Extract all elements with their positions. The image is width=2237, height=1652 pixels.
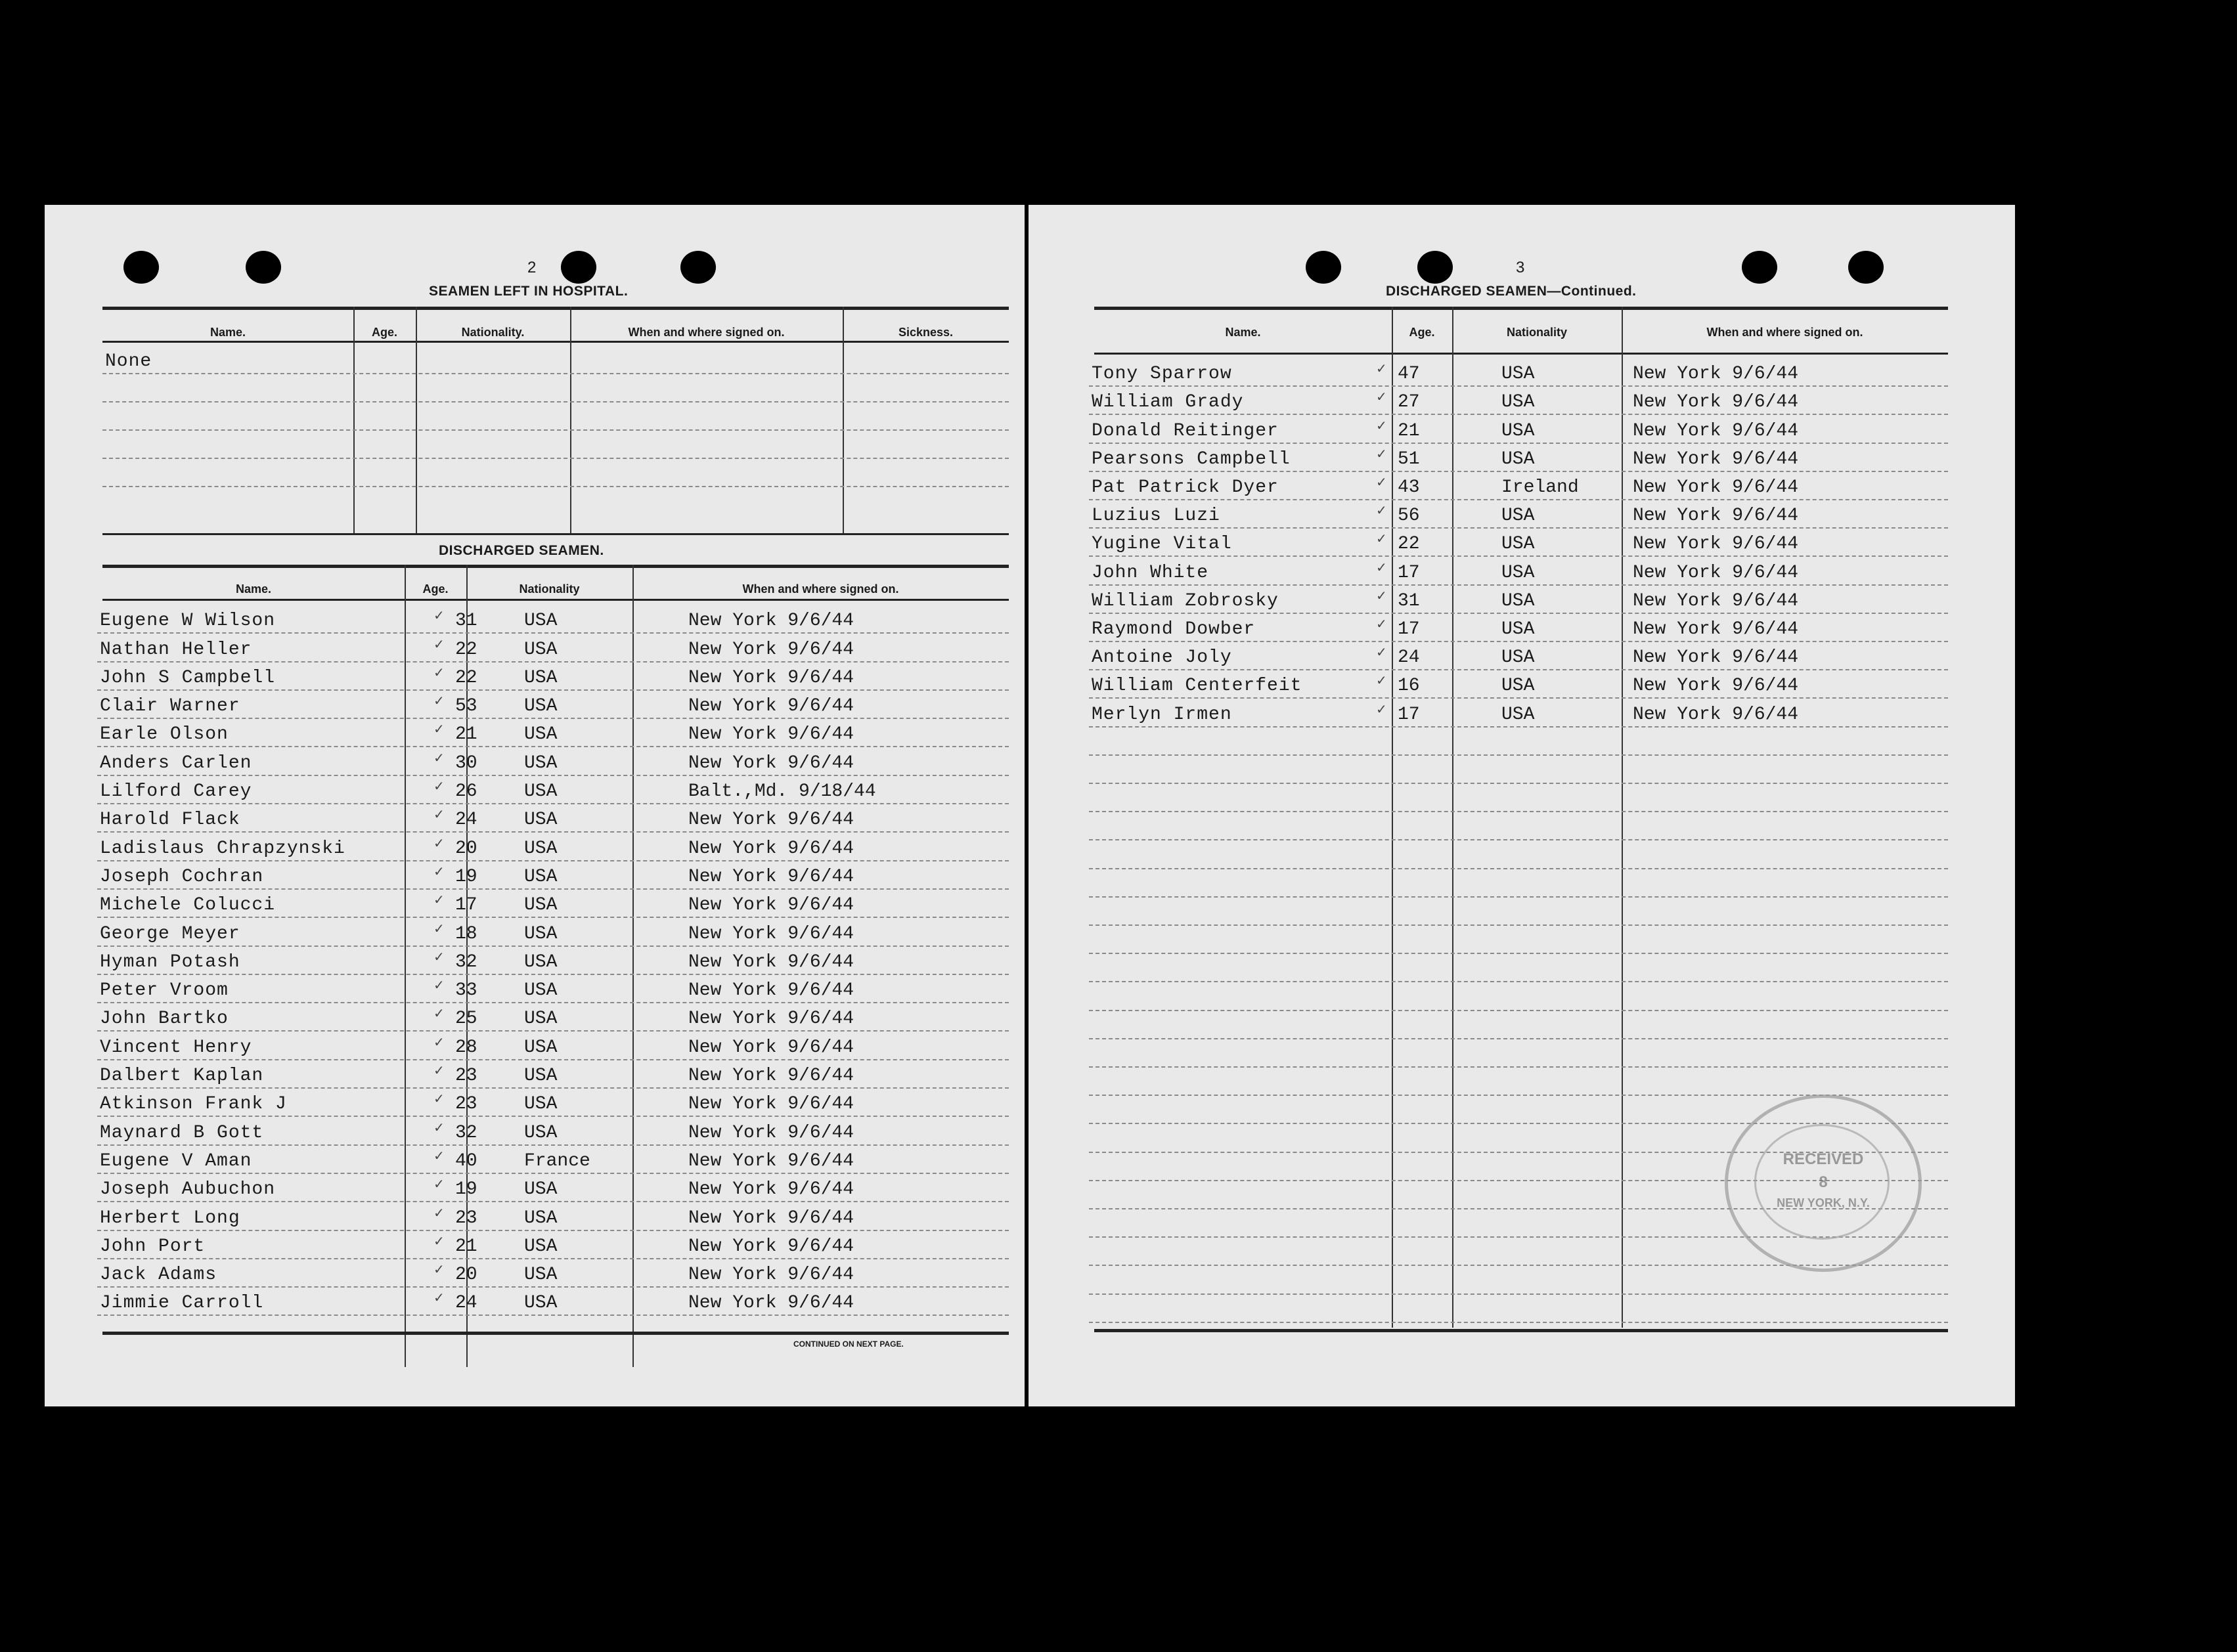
check-mark-icon: ✓	[1376, 531, 1387, 547]
check-mark-icon: ✓	[1376, 559, 1387, 575]
seaman-name: William Grady	[1092, 392, 1244, 413]
seaman-age: 21	[455, 1236, 477, 1257]
seaman-signed-on: New York 9/6/44	[688, 951, 854, 972]
seaman-name: Pearsons Campbell	[1092, 448, 1291, 469]
discharged-continued-title: DISCHARGED SEAMEN—Continued.	[1386, 284, 1637, 299]
table-row	[97, 860, 1009, 890]
column-header: Nationality	[519, 582, 580, 596]
received-stamp: RECEIVED 8 NEW YORK, N.Y.	[1725, 1095, 1922, 1272]
seaman-nationality: USA	[524, 866, 558, 887]
seaman-signed-on: New York 9/6/44	[1633, 704, 1799, 725]
table-row	[1089, 414, 1948, 443]
seaman-nationality: USA	[1501, 619, 1535, 640]
column-header: Age.	[371, 326, 397, 339]
column-header: Name.	[1225, 326, 1261, 339]
seaman-signed-on: New York 9/6/44	[1633, 448, 1799, 469]
table-row	[97, 1230, 1009, 1259]
seaman-age: 40	[455, 1150, 477, 1171]
seaman-signed-on: New York 9/6/44	[688, 1037, 854, 1058]
punch-hole	[1306, 251, 1341, 284]
seaman-name: Vincent Henry	[100, 1037, 252, 1058]
left-page	[45, 205, 1025, 1406]
seaman-nationality: Ireland	[1501, 477, 1579, 498]
punch-hole	[246, 251, 281, 284]
table-row	[1089, 697, 1948, 727]
seaman-age: 17	[1398, 562, 1420, 583]
seaman-nationality: USA	[524, 838, 558, 859]
seaman-nationality: USA	[524, 1122, 558, 1143]
check-mark-icon: ✓	[433, 1062, 445, 1079]
table-row	[97, 974, 1009, 1003]
seaman-nationality: USA	[524, 724, 558, 745]
table-row	[97, 803, 1009, 833]
seaman-age: 20	[455, 1265, 477, 1286]
check-mark-icon: ✓	[433, 948, 445, 965]
check-mark-icon: ✓	[433, 749, 445, 766]
seaman-name: Peter Vroom	[100, 980, 229, 1001]
seaman-signed-on: New York 9/6/44	[688, 1236, 854, 1257]
seaman-signed-on: New York 9/6/44	[688, 923, 854, 944]
column-header: Sickness.	[898, 326, 954, 339]
seaman-name: John White	[1092, 562, 1209, 583]
seaman-name: Herbert Long	[100, 1207, 240, 1228]
check-mark-icon: ✓	[433, 1005, 445, 1022]
seaman-nationality: USA	[524, 1066, 558, 1087]
table-row	[1089, 443, 1948, 472]
table-row	[1089, 1066, 1948, 1096]
seaman-nationality: USA	[524, 1179, 558, 1200]
table-row	[1089, 499, 1948, 529]
table-row	[97, 831, 1009, 861]
seaman-name: Joseph Aubuchon	[100, 1179, 276, 1200]
check-mark-icon: ✓	[1376, 389, 1387, 405]
seaman-nationality: USA	[524, 1236, 558, 1257]
right-page	[1029, 205, 2015, 1406]
seaman-age: 19	[455, 1179, 477, 1200]
seaman-name: Hyman Potash	[100, 951, 240, 972]
seaman-signed-on: New York 9/6/44	[688, 1066, 854, 1087]
seaman-name: Maynard B Gott	[100, 1122, 264, 1143]
check-mark-icon: ✓	[433, 1119, 445, 1135]
table-row	[1089, 754, 1948, 784]
seaman-name: Eugene W Wilson	[100, 611, 276, 632]
seaman-signed-on: New York 9/6/44	[1633, 619, 1799, 640]
seaman-signed-on: Balt.,Md. 9/18/44	[688, 781, 876, 802]
seaman-name: William Zobrosky	[1092, 590, 1279, 611]
seaman-signed-on: New York 9/6/44	[1633, 676, 1799, 697]
seaman-age: 31	[1398, 590, 1420, 611]
column-header: Nationality	[1506, 326, 1567, 339]
seaman-age: 17	[1398, 704, 1420, 725]
table-row	[97, 1286, 1009, 1316]
table-row	[97, 1201, 1009, 1230]
table-row	[97, 1087, 1009, 1117]
table-row	[1089, 584, 1948, 614]
check-mark-icon: ✓	[433, 1232, 445, 1249]
seaman-name: Pat Patrick Dyer	[1092, 477, 1279, 498]
seaman-name: Donald Reitinger	[1092, 420, 1279, 441]
seaman-age: 51	[1398, 448, 1420, 469]
seaman-nationality: USA	[1501, 420, 1535, 441]
seaman-signed-on: New York 9/6/44	[688, 611, 854, 632]
check-mark-icon: ✓	[433, 721, 445, 737]
continued-note: CONTINUED ON NEXT PAGE.	[793, 1339, 904, 1349]
check-mark-icon: ✓	[1376, 644, 1387, 661]
seaman-name: Atkinson Frank J	[100, 1094, 287, 1115]
seaman-name: Earle Olson	[100, 724, 229, 745]
seaman-signed-on: New York 9/6/44	[688, 1179, 854, 1200]
seaman-nationality: USA	[1501, 534, 1535, 555]
seaman-age: 17	[455, 895, 477, 916]
seaman-age: 19	[455, 866, 477, 887]
table-row	[97, 888, 1009, 918]
table-row	[1089, 527, 1948, 557]
seaman-name: Luzius Luzi	[1092, 506, 1220, 527]
check-mark-icon: ✓	[1376, 672, 1387, 689]
seaman-nationality: USA	[524, 810, 558, 831]
seaman-signed-on: New York 9/6/44	[1633, 590, 1799, 611]
seaman-signed-on: New York 9/6/44	[688, 696, 854, 717]
seaman-nationality: USA	[524, 611, 558, 632]
seaman-name: Lilford Carey	[100, 781, 252, 802]
seaman-age: 23	[455, 1207, 477, 1228]
seaman-name: Ladislaus Chrapzynski	[100, 838, 345, 859]
column-header: When and where signed on.	[1706, 326, 1863, 339]
column-header: Nationality.	[461, 326, 525, 339]
seaman-name: George Meyer	[100, 923, 240, 944]
seaman-signed-on: New York 9/6/44	[688, 639, 854, 660]
seaman-signed-on: New York 9/6/44	[688, 667, 854, 688]
column-header: Name.	[235, 582, 272, 596]
seaman-name: Jack Adams	[100, 1265, 217, 1286]
hospital-entry: None	[105, 351, 152, 372]
seaman-signed-on: New York 9/6/44	[1633, 392, 1799, 413]
seaman-signed-on: New York 9/6/44	[688, 838, 854, 859]
table-row	[1089, 953, 1948, 982]
hospital-rows	[102, 345, 1009, 529]
hospital-section-title: SEAMEN LEFT IN HOSPITAL.	[429, 284, 629, 299]
seaman-nationality: USA	[524, 639, 558, 660]
seaman-nationality: USA	[1501, 448, 1535, 469]
table-row	[1089, 783, 1948, 812]
table-row	[97, 1173, 1009, 1202]
table-row	[97, 775, 1009, 804]
seaman-signed-on: New York 9/6/44	[1633, 506, 1799, 527]
seaman-name: Tony Sparrow	[1092, 364, 1232, 385]
seaman-nationality: USA	[524, 781, 558, 802]
seaman-signed-on: New York 9/6/44	[688, 1207, 854, 1228]
seaman-name: Michele Colucci	[100, 895, 276, 916]
seaman-name: Eugene V Aman	[100, 1150, 252, 1171]
seaman-name: Joseph Cochran	[100, 866, 264, 887]
seaman-age: 21	[1398, 420, 1420, 441]
seaman-nationality: USA	[524, 752, 558, 773]
table-row	[97, 1116, 1009, 1145]
seaman-age: 21	[455, 724, 477, 745]
seaman-age: 53	[455, 696, 477, 717]
seaman-age: 23	[455, 1094, 477, 1115]
seaman-nationality: USA	[1501, 392, 1535, 413]
seaman-age: 24	[455, 810, 477, 831]
seaman-nationality: USA	[524, 696, 558, 717]
seaman-signed-on: New York 9/6/44	[688, 810, 854, 831]
check-mark-icon: ✓	[433, 636, 445, 652]
seaman-name: Harold Flack	[100, 810, 240, 831]
column-header: Name.	[210, 326, 246, 339]
punch-hole	[1848, 251, 1884, 284]
check-mark-icon: ✓	[433, 1290, 445, 1306]
seaman-age: 23	[455, 1066, 477, 1087]
seaman-age: 18	[455, 923, 477, 944]
seaman-signed-on: New York 9/6/44	[688, 1265, 854, 1286]
seaman-nationality: USA	[524, 1009, 558, 1030]
seaman-signed-on: New York 9/6/44	[688, 1122, 854, 1143]
seaman-signed-on: New York 9/6/44	[1633, 534, 1799, 555]
check-mark-icon: ✓	[433, 1147, 445, 1163]
punch-hole	[1742, 251, 1777, 284]
check-mark-icon: ✓	[1376, 587, 1387, 603]
table-row	[1089, 641, 1948, 670]
check-mark-icon: ✓	[433, 607, 445, 624]
check-mark-icon: ✓	[433, 1033, 445, 1050]
seaman-age: 17	[1398, 619, 1420, 640]
seaman-signed-on: New York 9/6/44	[688, 1009, 854, 1030]
check-mark-icon: ✓	[433, 835, 445, 851]
seaman-age: 30	[455, 752, 477, 773]
seaman-signed-on: New York 9/6/44	[688, 1150, 854, 1171]
punch-hole	[1417, 251, 1453, 284]
seaman-signed-on: New York 9/6/44	[688, 752, 854, 773]
seaman-nationality: USA	[524, 895, 558, 916]
check-mark-icon: ✓	[433, 1091, 445, 1107]
seaman-name: Anders Carlen	[100, 752, 252, 773]
table-row	[97, 632, 1009, 662]
punch-hole	[123, 251, 159, 284]
table-row	[1089, 726, 1948, 756]
seaman-signed-on: New York 9/6/44	[1633, 420, 1799, 441]
table-row	[1089, 1293, 1948, 1323]
check-mark-icon: ✓	[1376, 445, 1387, 462]
seaman-name: Merlyn Irmen	[1092, 704, 1232, 725]
seaman-nationality: USA	[1501, 647, 1535, 668]
check-mark-icon: ✓	[433, 693, 445, 709]
seaman-age: 47	[1398, 364, 1420, 385]
column-header: Age.	[422, 582, 449, 596]
seaman-name: Antoine Joly	[1092, 647, 1232, 668]
table-row	[97, 661, 1009, 691]
seaman-age: 27	[1398, 392, 1420, 413]
seaman-signed-on: New York 9/6/44	[688, 866, 854, 887]
page-number: 3	[1516, 259, 1525, 276]
table-row	[1089, 613, 1948, 642]
table-row	[1089, 1038, 1948, 1068]
table-row	[1089, 357, 1948, 387]
seaman-age: 43	[1398, 477, 1420, 498]
seaman-name: Nathan Heller	[100, 639, 252, 660]
seaman-signed-on: New York 9/6/44	[1633, 562, 1799, 583]
seaman-name: Jimmie Carroll	[100, 1293, 264, 1314]
table-row	[97, 946, 1009, 975]
seaman-name: John Bartko	[100, 1009, 229, 1030]
seaman-nationality: USA	[524, 1293, 558, 1314]
seaman-nationality: USA	[524, 1094, 558, 1115]
table-row	[97, 689, 1009, 719]
seaman-age: 28	[455, 1037, 477, 1058]
check-mark-icon: ✓	[433, 977, 445, 993]
check-mark-icon: ✓	[433, 920, 445, 936]
seaman-name: Raymond Dowber	[1092, 619, 1256, 640]
check-mark-icon: ✓	[433, 1204, 445, 1221]
table-row	[1089, 924, 1948, 954]
table-row	[97, 1031, 1009, 1060]
seaman-name: Yugine Vital	[1092, 534, 1232, 555]
check-mark-icon: ✓	[1376, 417, 1387, 433]
seaman-nationality: USA	[524, 980, 558, 1001]
column-header: When and where signed on.	[742, 582, 899, 596]
table-row	[97, 917, 1009, 946]
column-header: Age.	[1409, 326, 1435, 339]
seaman-nationality: USA	[1501, 506, 1535, 527]
seaman-age: 32	[455, 951, 477, 972]
table-row	[97, 604, 1009, 634]
seaman-signed-on: New York 9/6/44	[688, 1293, 854, 1314]
table-row	[97, 1002, 1009, 1032]
page-number: 2	[527, 259, 537, 276]
seaman-nationality: USA	[1501, 562, 1535, 583]
seaman-age: 16	[1398, 676, 1420, 697]
seaman-signed-on: New York 9/6/44	[688, 1094, 854, 1115]
punch-hole	[561, 251, 596, 284]
discharged-section-title: DISCHARGED SEAMEN.	[439, 543, 604, 558]
check-mark-icon: ✓	[1376, 615, 1387, 632]
check-mark-icon: ✓	[1376, 701, 1387, 717]
seaman-age: 25	[455, 1009, 477, 1030]
punch-hole	[680, 251, 716, 284]
seaman-age: 31	[455, 611, 477, 632]
table-row	[1089, 839, 1948, 869]
table-row	[1089, 471, 1948, 500]
seaman-age: 22	[455, 639, 477, 660]
check-mark-icon: ✓	[433, 1176, 445, 1192]
check-mark-icon: ✓	[433, 806, 445, 823]
check-mark-icon: ✓	[433, 778, 445, 794]
table-row	[1089, 555, 1948, 585]
table-row	[97, 718, 1009, 747]
seaman-nationality: USA	[524, 1037, 558, 1058]
table-row	[1089, 811, 1948, 840]
table-row	[97, 1258, 1009, 1288]
discharged-rows	[97, 604, 1009, 1366]
seaman-nationality: USA	[1501, 364, 1535, 385]
table-row	[97, 1144, 1009, 1174]
column-header: When and where signed on.	[628, 326, 785, 339]
seaman-name: Dalbert Kaplan	[100, 1066, 264, 1087]
seaman-nationality: France	[524, 1150, 590, 1171]
check-mark-icon: ✓	[433, 863, 445, 879]
table-row	[1089, 1010, 1948, 1039]
seaman-signed-on: New York 9/6/44	[688, 724, 854, 745]
seaman-signed-on: New York 9/6/44	[1633, 647, 1799, 668]
seaman-nationality: USA	[1501, 676, 1535, 697]
check-mark-icon: ✓	[1376, 473, 1387, 490]
seaman-signed-on: New York 9/6/44	[688, 980, 854, 1001]
seaman-nationality: USA	[524, 1265, 558, 1286]
table-row	[1089, 981, 1948, 1011]
seaman-name: John Port	[100, 1236, 206, 1257]
seaman-age: 32	[455, 1122, 477, 1143]
seaman-age: 33	[455, 980, 477, 1001]
seaman-nationality: USA	[1501, 590, 1535, 611]
seaman-name: John S Campbell	[100, 667, 276, 688]
seaman-age: 56	[1398, 506, 1420, 527]
seaman-name: William Centerfeit	[1092, 676, 1302, 697]
table-row	[1089, 669, 1948, 699]
check-mark-icon: ✓	[1376, 502, 1387, 519]
check-mark-icon: ✓	[433, 664, 445, 680]
seaman-nationality: USA	[524, 951, 558, 972]
seaman-signed-on: New York 9/6/44	[688, 895, 854, 916]
seaman-nationality: USA	[524, 1207, 558, 1228]
seaman-age: 24	[1398, 647, 1420, 668]
check-mark-icon: ✓	[433, 892, 445, 908]
seaman-age: 22	[455, 667, 477, 688]
table-row	[97, 747, 1009, 776]
seaman-age: 20	[455, 838, 477, 859]
seaman-age: 22	[1398, 534, 1420, 555]
seaman-signed-on: New York 9/6/44	[1633, 477, 1799, 498]
check-mark-icon: ✓	[433, 1261, 445, 1278]
seaman-age: 24	[455, 1293, 477, 1314]
check-mark-icon: ✓	[1376, 360, 1387, 377]
seaman-nationality: USA	[1501, 704, 1535, 725]
seaman-signed-on: New York 9/6/44	[1633, 364, 1799, 385]
table-row	[97, 1059, 1009, 1089]
seaman-name: Clair Warner	[100, 696, 240, 717]
seaman-nationality: USA	[524, 923, 558, 944]
table-row	[1089, 385, 1948, 415]
table-row	[1089, 896, 1948, 926]
seaman-age: 26	[455, 781, 477, 802]
table-row	[1089, 868, 1948, 898]
seaman-nationality: USA	[524, 667, 558, 688]
